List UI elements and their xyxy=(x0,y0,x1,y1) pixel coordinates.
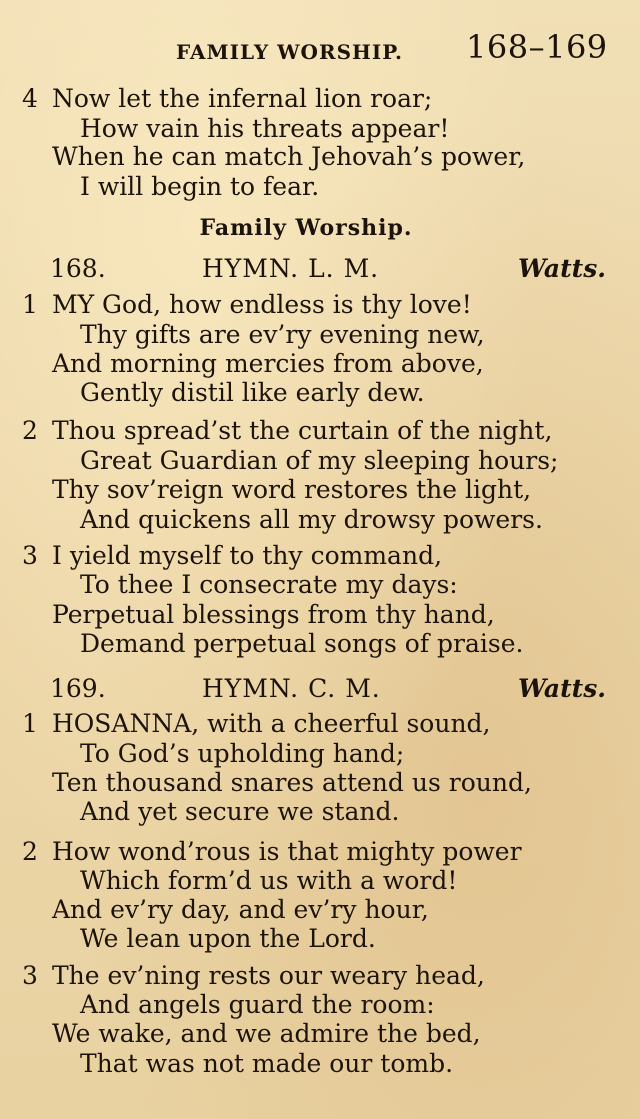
verse-line: That was not made our tomb. xyxy=(80,1049,454,1078)
running-head: FAMILY WORSHIP. xyxy=(176,40,403,64)
verse-line: We wake, and we admire the bed, xyxy=(52,1019,481,1048)
hymn-number: 169. xyxy=(50,674,106,703)
verse-line: Now let the infernal lion roar; xyxy=(52,84,433,113)
hymn-169-heading xyxy=(0,674,640,704)
verse-line: Thy sov’reign word restores the light, xyxy=(52,475,532,504)
verse-number: 1 xyxy=(22,290,38,319)
hymn-title: HYMN. L. M. xyxy=(202,254,380,283)
verse-line: To God’s upholding hand; xyxy=(80,739,405,768)
verse-line: Perpetual blessings from thy hand, xyxy=(52,600,495,629)
verse-line: I yield myself to thy command, xyxy=(52,541,443,570)
verse-line: Thy gifts are ev’ry evening new, xyxy=(80,320,485,349)
verse-line: Thou spread’st the curtain of the night, xyxy=(52,416,553,445)
verse-line: The ev’ning rests our weary head, xyxy=(52,961,485,990)
verse-number: 3 xyxy=(22,541,38,570)
section-title: Family Worship. xyxy=(199,215,413,241)
verse-number: 2 xyxy=(22,837,38,866)
verse-line: HOSANNA, with a cheerful sound, xyxy=(52,709,491,738)
verse-line: And morning mercies from above, xyxy=(52,349,484,378)
verse-line: Which form’d us with a word! xyxy=(80,866,458,895)
verse-line: And quickens all my drowsy powers. xyxy=(80,505,543,534)
verse-line: MY God, how endless is thy love! xyxy=(52,290,472,319)
verse-line: And ev’ry day, and ev’ry hour, xyxy=(52,895,429,924)
verse-line: To thee I consecrate my days: xyxy=(80,570,458,599)
hymn-title: HYMN. C. M. xyxy=(202,674,381,703)
verse-number: 4 xyxy=(22,84,38,113)
hymn-168-heading xyxy=(0,254,640,284)
verse-number: 1 xyxy=(22,709,38,738)
verse-line: How wond’rous is that mighty power xyxy=(52,837,522,866)
verse-line: Great Guardian of my sleeping hours; xyxy=(80,446,559,475)
hymn-author: Watts. xyxy=(518,674,606,703)
page-header xyxy=(0,28,640,72)
verse-line: When he can match Jehovah’s power, xyxy=(52,142,526,171)
verse-line: Ten thousand snares attend us round, xyxy=(52,768,532,797)
page-number: 168–169 xyxy=(466,28,608,66)
hymn-author: Watts. xyxy=(518,254,606,283)
verse-line: And yet secure we stand. xyxy=(80,797,400,826)
verse-line: Gently distil like early dew. xyxy=(80,378,425,407)
verse-line: And angels guard the room: xyxy=(80,990,435,1019)
hymn-number: 168. xyxy=(50,254,106,283)
verse-line: How vain his threats appear! xyxy=(80,114,450,143)
verse-line: We lean upon the Lord. xyxy=(80,924,376,953)
verse-line: Demand perpetual songs of praise. xyxy=(80,629,524,658)
verse-number: 2 xyxy=(22,416,38,445)
verse-number: 3 xyxy=(22,961,38,990)
verse-line: I will begin to fear. xyxy=(80,172,320,201)
